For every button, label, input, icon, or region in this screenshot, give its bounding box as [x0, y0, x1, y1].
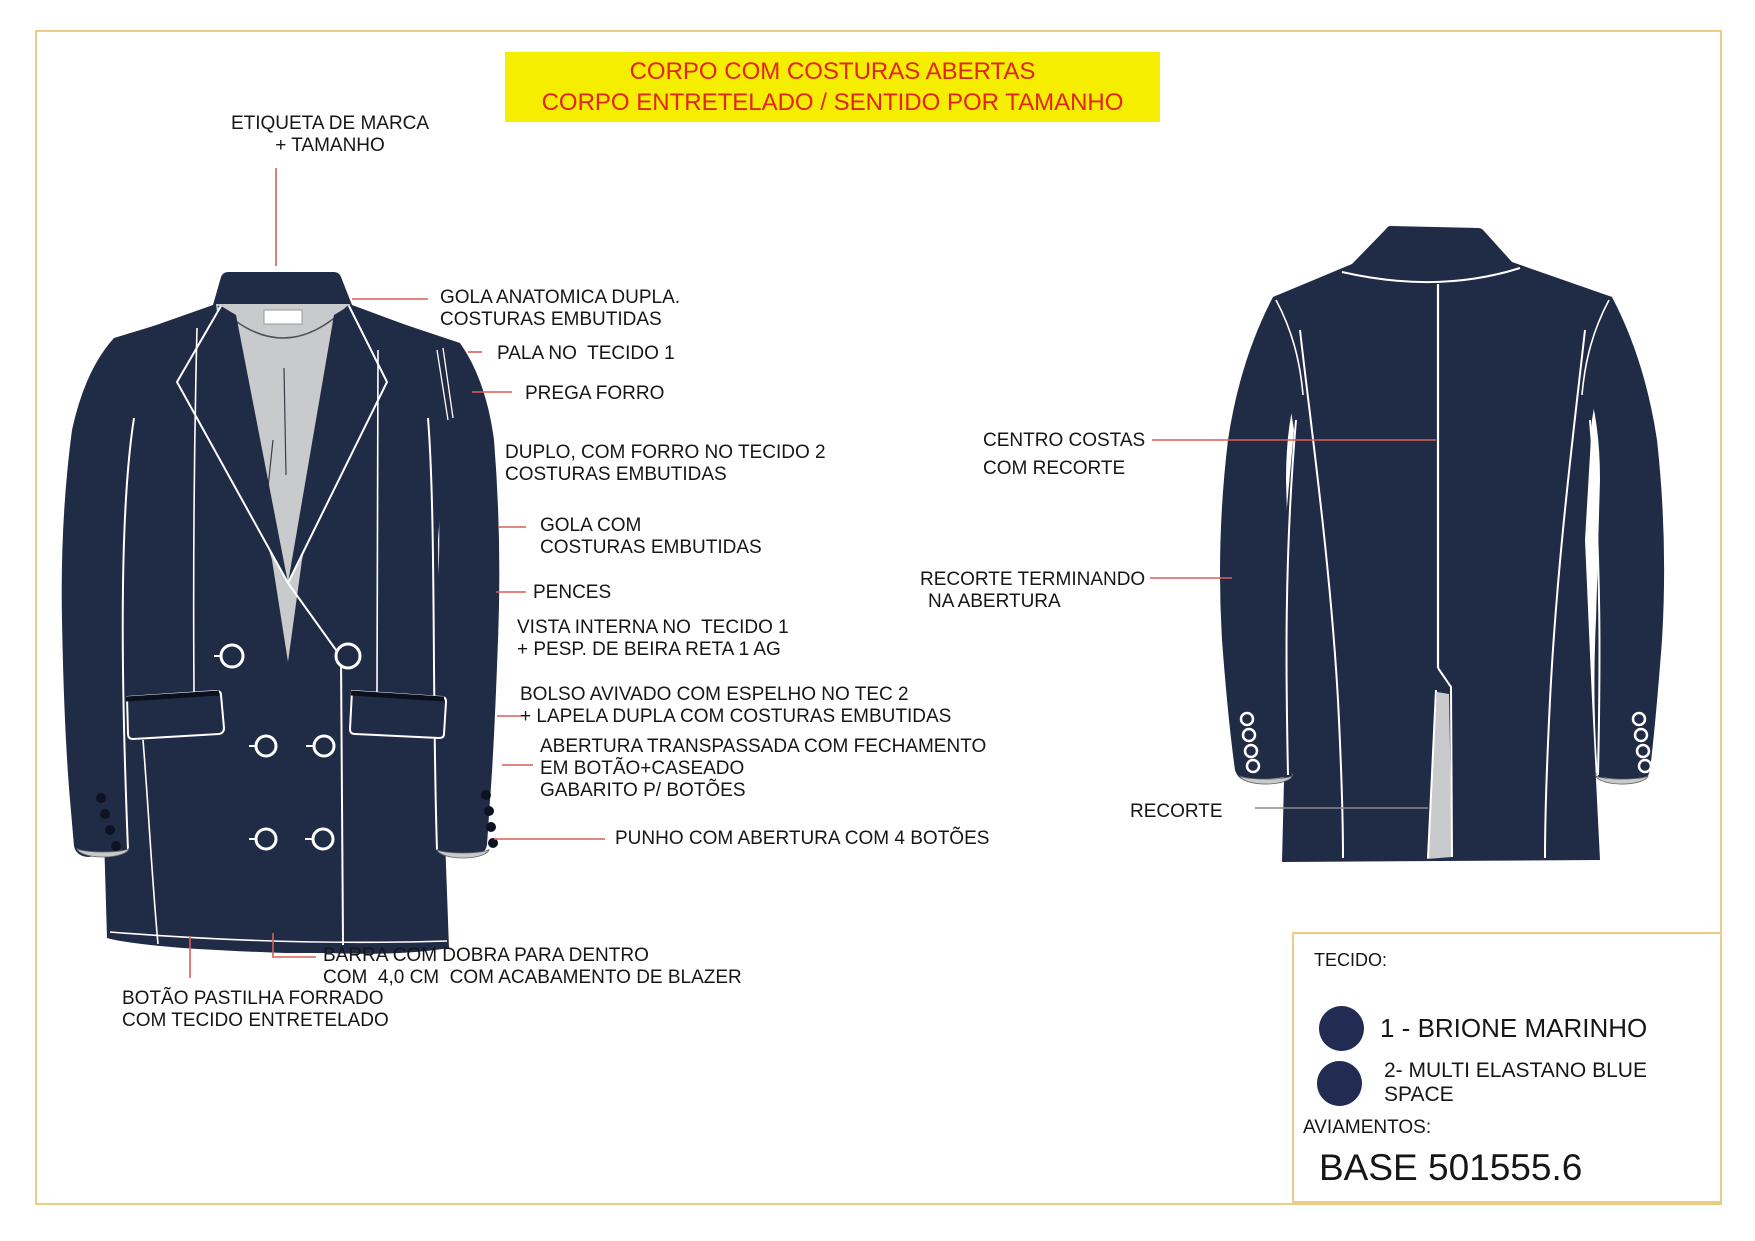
callout-text: PREGA FORRO — [525, 383, 665, 404]
callout-text: PUNHO COM ABERTURA COM 4 BOTÕES — [615, 828, 990, 849]
title-line-2: CORPO ENTRETELADO / SENTIDO POR TAMANHO — [541, 89, 1124, 116]
callout-text: BOTÃO PASTILHA FORRADO — [122, 988, 384, 1009]
callout-text: GABARITO P/ BOTÕES — [540, 780, 746, 801]
brand-size-label — [264, 310, 302, 324]
callout-text: PENCES — [533, 582, 612, 603]
callout-bolso-avivado — [520, 684, 951, 728]
callout-text: VISTA INTERNA NO TECIDO 1 — [517, 617, 789, 638]
callout-text: RECORTE TERMINANDO — [920, 569, 1146, 590]
left-pocket — [126, 691, 224, 739]
callout-text: ABERTURA TRANSPASSADA COM FECHAMENTO — [540, 736, 987, 757]
fabric-label-1: 1 - BRIONE MARINHO — [1380, 1013, 1648, 1043]
callout-text: BOLSO AVIVADO COM ESPELHO NO TEC 2 — [520, 684, 909, 705]
callout-duplo — [505, 442, 826, 486]
callout-text: + LAPELA DUPLA COM COSTURAS EMBUTIDAS — [520, 706, 952, 727]
fabric-swatch-2 — [1317, 1061, 1362, 1106]
callout-text: RECORTE — [1130, 801, 1223, 822]
callout-text: COSTURAS EMBUTIDAS — [540, 537, 762, 558]
fabric-row-2 — [1317, 1059, 1720, 1107]
callout-text: BARRA COM DOBRA PARA DENTRO — [323, 945, 649, 966]
callout-text: COSTURAS EMBUTIDAS — [505, 464, 727, 485]
base-code: BASE 501555.6 — [1319, 1147, 1583, 1188]
callout-recorte-terminando — [920, 569, 1145, 613]
callout-vista-interna — [517, 617, 789, 661]
title-line-1: CORPO COM COSTURAS ABERTAS — [629, 58, 1036, 85]
callout-text: + TAMANHO — [275, 135, 385, 156]
fabric-legend — [1292, 932, 1722, 1203]
callout-etiqueta — [195, 113, 465, 157]
callout-text: CENTRO COSTAS — [983, 430, 1146, 451]
callout-gola-anatomica — [440, 287, 680, 331]
callout-text: GOLA COM — [540, 515, 642, 536]
callout-text: EM BOTÃO+CASEADO — [540, 758, 745, 779]
callout-centro-costas — [983, 427, 1145, 483]
fabric-label-2: 2- MULTI ELASTANO BLUE SPACE — [1384, 1059, 1647, 1106]
tecido-label: TECIDO: — [1314, 950, 1388, 970]
callout-barra — [323, 945, 742, 989]
front-view-drawing — [62, 272, 500, 954]
fabric-swatch-1 — [1319, 1006, 1364, 1051]
callout-text: + PESP. DE BEIRA RETA 1 AG — [517, 639, 781, 660]
callout-recorte — [1130, 801, 1223, 823]
callout-abertura-transpassada — [540, 736, 986, 802]
callout-text: ETIQUETA DE MARCA — [230, 113, 430, 134]
callout-pala — [497, 343, 675, 365]
callout-text: PALA NO TECIDO 1 — [497, 343, 675, 364]
callout-text: COM RECORTE — [983, 458, 1126, 479]
back-view-drawing — [1220, 226, 1664, 862]
callout-gola-com — [540, 515, 762, 559]
aviamentos-label: AVIAMENTOS: — [1303, 1117, 1432, 1138]
fabric-row-1 — [1319, 1006, 1647, 1051]
callout-text: COSTURAS EMBUTIDAS — [440, 309, 662, 330]
callout-text: NA ABERTURA — [928, 591, 1061, 612]
callout-prega-forro — [525, 383, 664, 405]
callout-text: COM 4,0 CM COM ACABAMENTO DE BLAZER — [323, 967, 742, 988]
callout-text: COM TECIDO ENTRETELADO — [122, 1010, 389, 1031]
callout-text: GOLA ANATOMICA DUPLA. — [440, 287, 681, 308]
right-panel-seam — [377, 350, 378, 692]
callout-text: DUPLO, COM FORRO NO TECIDO 2 — [505, 442, 826, 463]
callout-punho — [615, 828, 989, 850]
right-pocket — [350, 691, 446, 738]
callout-botao-pastilha — [122, 988, 389, 1032]
callout-pences — [533, 582, 611, 604]
